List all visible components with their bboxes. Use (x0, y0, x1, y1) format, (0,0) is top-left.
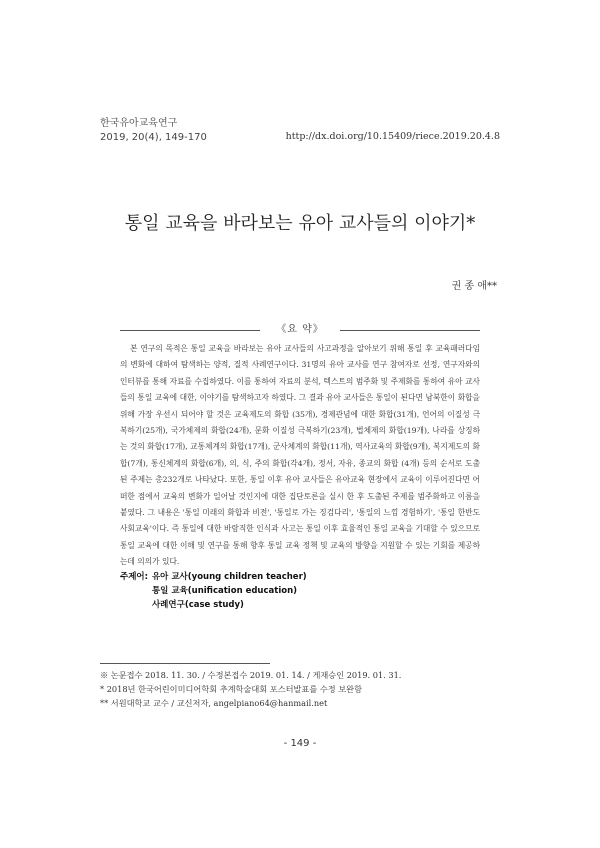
abstract-rule-right (340, 330, 480, 331)
abstract-body (120, 341, 480, 571)
footnote-dates: ※ 논문접수 2018. 11. 30. / 수정본접수 2019. 01. 14. / 게재승인 2019. 01. 31. (100, 670, 402, 680)
keyword-row (120, 570, 307, 584)
paper-title: 통일 교육을 바라보는 유아 교사들의 이야기* (124, 213, 476, 234)
keyword-row (120, 584, 307, 598)
abstract-heading-label: 《요 약》 (276, 324, 324, 335)
keywords (120, 570, 307, 612)
journal-citation: 2019, 20(4), 149-170 (100, 132, 207, 143)
abstract-heading (120, 323, 480, 337)
keywords-label: 주제어: (120, 572, 149, 582)
abstract-text: 본 연구의 목적은 통일 교육을 바라보는 유아 교사들의 사고과정을 알아보기 위해 통일 후 교육패러다임의 변화에 대하여 탐색하는 양적, 질적 사례연구이다. 31명의 유아 교사를 연구 참여자로 선정, 연구자와의 인터뷰를 통해 자료를 수집하였다. 이를 통하여 자료의 분석, 텍스트의 범주화 및 주제화를 통하여 유아 교사들의 통일 교육에 대한, 이야기를 탐색하고자 하였다. 그 결과 유아 교사들은 통일이 된다면 남북한이 화합을 위해 가장 우선시 되어야 할 것은 교육제도의 화합 (35개), 경제관념에 대한 화합(31개), 언어의 이질성 극복하기(25개), 국가체제의 화합(24개), 문화 이질성 극복하기(23개), 법체제의 화합(19개), 나라를 상징하는 것의 화합(17개), 교통체계의 화합(17개), 군사체계의 화합(11개), 역사교육의 화합(9개), 복지제도의 화합(7개), 통신체계의 화합(6개), 의, 식, 주의 화합(각4개), 정서, 자유, 종교의 화합 (4개) 등의 순서로 도출된 주제는 총232개로 나타났다. 또한, 통일 이후 유아 교사들은 유아교육 현장에서 교육이 이루어진다면 어떠한 점에서 교육의 변화가 일어날 것인지에 대한 집단토론을 실시 한 후 도출된 주제를 범주화하고 이름을 붙였다. 그 내용은 '통일 미래의 화합과 비전', '통일로 가는 징검다리', '통일의 느낌 경험하기', '통일 한반도 사회교육'이다. 즉 통일에 대한 바람직한 인식과 사고는 통일 이후 효율적인 통일 교육을 기대할 수 있으므로 통일 교육에 대한 이해 및 연구를 통해 향후 통일 교육 정책 및 교육의 방향을 지원할 수 있는 기회를 제공하는데 의의가 있다. (120, 344, 480, 567)
footnote-divider (100, 663, 270, 664)
footnotes (100, 668, 401, 710)
keyword-item: 통일 교육(unification education) (151, 586, 298, 596)
footnote-note: * 2018년 한국어린이미디어학회 추계학술대회 포스터발표를 수정 보완함 (100, 684, 363, 694)
page-number: - 149 - (283, 738, 317, 749)
journal-header (100, 117, 207, 145)
doi-link[interactable]: http://dx.doi.org/10.15409/riece.2019.20.4.8 (285, 131, 500, 142)
keyword-row (120, 598, 307, 612)
journal-name: 한국유아교육연구 (100, 118, 178, 129)
author-name: 권 종 애** (451, 281, 497, 292)
keyword-item: 유아 교사(young children teacher) (151, 572, 307, 582)
keyword-item: 사례연구(case study) (151, 600, 244, 610)
footnote-author: ** 서원대학교 교수 / 교신저자, angelpiano64@hanmail.net (100, 698, 328, 708)
